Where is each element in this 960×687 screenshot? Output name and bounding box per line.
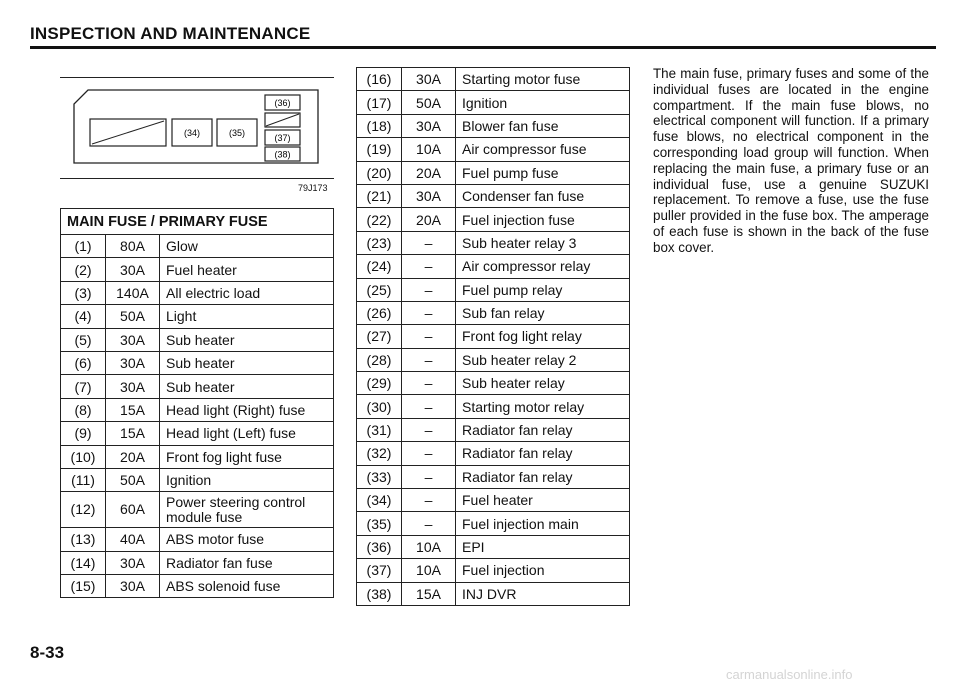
- fuse-amperage-cell: 30A: [106, 328, 160, 351]
- page-header: INSPECTION AND MAINTENANCE: [30, 24, 311, 43]
- fuse-number-cell: (12): [61, 492, 106, 528]
- fuse-number-cell: (29): [357, 372, 402, 395]
- fuse-number-cell: (1): [61, 235, 106, 258]
- fuse-number-cell: (37): [357, 559, 402, 582]
- fuse-description-cell: Fuel pump relay: [456, 278, 630, 301]
- individual-fuse-table: [356, 67, 630, 606]
- table-row: [357, 465, 630, 488]
- fuse-amperage-cell: 30A: [106, 551, 160, 574]
- fuse-amperage-cell: –: [402, 512, 456, 535]
- table-row: [61, 375, 334, 398]
- table-row: [357, 489, 630, 512]
- table-row: [61, 422, 334, 445]
- fuse-number-cell: (23): [357, 231, 402, 254]
- table-row: [61, 305, 334, 328]
- fuse-number-cell: (2): [61, 258, 106, 281]
- table-row: [357, 184, 630, 207]
- fuse-35-label: (35): [228, 128, 246, 138]
- fuse-34-label: (34): [183, 128, 201, 138]
- fuse-38-label: (38): [274, 149, 291, 160]
- fuse-description-cell: Air compressor relay: [456, 255, 630, 278]
- fuse-amperage-cell: 30A: [402, 184, 456, 207]
- fuse-37-label: (37): [274, 133, 291, 143]
- fuse-number-cell: (18): [357, 114, 402, 137]
- fuse-amperage-cell: –: [402, 231, 456, 254]
- fuse-description-cell: EPI: [456, 535, 630, 558]
- fuse-number-cell: (22): [357, 208, 402, 231]
- fuse-number-cell: (9): [61, 422, 106, 445]
- table-row: [61, 398, 334, 421]
- fuse-number-cell: (38): [357, 582, 402, 605]
- table-row: [357, 138, 630, 161]
- fuse-description-cell: Fuel injection: [456, 559, 630, 582]
- fuse-description-cell: Sub heater: [160, 375, 334, 398]
- main-fuse-table: [60, 208, 334, 598]
- table-row: [357, 231, 630, 254]
- fuse-amperage-cell: 50A: [106, 305, 160, 328]
- fuse-description-cell: Front fog light relay: [456, 325, 630, 348]
- fuse-amperage-cell: –: [402, 395, 456, 418]
- fuse-description-cell: Radiator fan relay: [456, 418, 630, 441]
- table-row: [61, 528, 334, 551]
- table-row: [357, 559, 630, 582]
- fuse-description-cell: Head light (Right) fuse: [160, 398, 334, 421]
- fuse-number-cell: (19): [357, 138, 402, 161]
- header-rule: [30, 46, 936, 49]
- fuse-amperage-cell: –: [402, 418, 456, 441]
- fuse-number-cell: (36): [357, 535, 402, 558]
- fuse-amperage-cell: 60A: [106, 492, 160, 528]
- fuse-amperage-cell: 10A: [402, 559, 456, 582]
- table-header-row: [61, 209, 334, 235]
- fuse-box-figure: [60, 77, 334, 179]
- fuse-number-cell: (27): [357, 325, 402, 348]
- fuse-number-cell: (14): [61, 551, 106, 574]
- fuse-number-cell: (28): [357, 348, 402, 371]
- page-number: 8-33: [30, 643, 65, 662]
- fuse-number-cell: (10): [61, 445, 106, 468]
- fuse-number-cell: (21): [357, 184, 402, 207]
- table-row: [61, 445, 334, 468]
- fuse-amperage-cell: –: [402, 372, 456, 395]
- table-row: [357, 418, 630, 441]
- fuse-description-cell: Fuel pump fuse: [456, 161, 630, 184]
- fuse-description-cell: Glow: [160, 235, 334, 258]
- fuse-number-cell: (4): [61, 305, 106, 328]
- fuse-amperage-cell: –: [402, 255, 456, 278]
- fuse-amperage-cell: 30A: [106, 351, 160, 374]
- main-fuse-table-title: MAIN FUSE / PRIMARY FUSE: [61, 209, 334, 235]
- fuse-number-cell: (33): [357, 465, 402, 488]
- fuse-description-cell: Sub heater: [160, 328, 334, 351]
- fuse-number-cell: (11): [61, 468, 106, 491]
- fuse-description-cell: INJ DVR: [456, 582, 630, 605]
- table-row: [357, 512, 630, 535]
- fuse-amperage-cell: 20A: [106, 445, 160, 468]
- fuse-number-cell: (20): [357, 161, 402, 184]
- fuse-amperage-cell: 30A: [402, 114, 456, 137]
- fuse-number-cell: (8): [61, 398, 106, 421]
- fuse-amperage-cell: 15A: [106, 398, 160, 421]
- fuse-amperage-cell: –: [402, 301, 456, 324]
- fuse-amperage-cell: 15A: [402, 582, 456, 605]
- fuse-number-cell: (26): [357, 301, 402, 324]
- fuse-amperage-cell: 30A: [106, 575, 160, 598]
- fuse-description-cell: Power steering control module fuse: [160, 492, 334, 528]
- table-row: [357, 301, 630, 324]
- fuse-amperage-cell: –: [402, 278, 456, 301]
- figure-id: 79J173: [298, 183, 328, 193]
- fuse-amperage-cell: 40A: [106, 528, 160, 551]
- watermark: carmanualsonline.info: [726, 667, 853, 682]
- table-row: [357, 325, 630, 348]
- fuse-description-cell: Radiator fan relay: [456, 465, 630, 488]
- table-row: [61, 281, 334, 304]
- fuse-number-cell: (7): [61, 375, 106, 398]
- table-row: [61, 575, 334, 598]
- table-row: [357, 161, 630, 184]
- fuse-description-cell: Air compressor fuse: [456, 138, 630, 161]
- fuse-description-cell: Fuel injection fuse: [456, 208, 630, 231]
- table-row: [357, 68, 630, 91]
- table-row: [357, 114, 630, 137]
- fuse-amperage-cell: 30A: [106, 258, 160, 281]
- fuse-number-cell: (31): [357, 418, 402, 441]
- fuse-number-cell: (17): [357, 91, 402, 114]
- table-row: [357, 535, 630, 558]
- fuse-number-cell: (5): [61, 328, 106, 351]
- fuse-number-cell: (13): [61, 528, 106, 551]
- table-row: [61, 258, 334, 281]
- fuse-description-cell: Blower fan fuse: [456, 114, 630, 137]
- fuse-description-cell: ABS solenoid fuse: [160, 575, 334, 598]
- fuse-description-cell: Sub fan relay: [456, 301, 630, 324]
- fuse-description-cell: Condenser fan fuse: [456, 184, 630, 207]
- fuse-amperage-cell: 140A: [106, 281, 160, 304]
- fuse-amperage-cell: –: [402, 325, 456, 348]
- fuse-description-cell: Radiator fan fuse: [160, 551, 334, 574]
- table-row: [61, 551, 334, 574]
- fuse-description-cell: Fuel injection main: [456, 512, 630, 535]
- fuse-amperage-cell: 50A: [106, 468, 160, 491]
- fuse-box-diagram: [60, 78, 334, 178]
- fuse-description-cell: Ignition: [456, 91, 630, 114]
- fuse-amperage-cell: 30A: [106, 375, 160, 398]
- fuse-description-cell: Radiator fan relay: [456, 442, 630, 465]
- fuse-description-cell: Sub heater: [160, 351, 334, 374]
- fuse-number-cell: (25): [357, 278, 402, 301]
- table-row: [357, 278, 630, 301]
- fuse-description-cell: Starting motor relay: [456, 395, 630, 418]
- table-row: [61, 351, 334, 374]
- fuse-number-cell: (3): [61, 281, 106, 304]
- table-row: [357, 91, 630, 114]
- fuse-description-cell: All electric load: [160, 281, 334, 304]
- fuse-number-cell: (15): [61, 575, 106, 598]
- fuse-description-cell: Ignition: [160, 468, 334, 491]
- fuse-number-cell: (32): [357, 442, 402, 465]
- fuse-amperage-cell: 50A: [402, 91, 456, 114]
- fuse-number-cell: (30): [357, 395, 402, 418]
- fuse-description-cell: Fuel heater: [160, 258, 334, 281]
- fuse-amperage-cell: 15A: [106, 422, 160, 445]
- fuse-description-cell: Sub heater relay 2: [456, 348, 630, 371]
- table-row: [357, 442, 630, 465]
- fuse-number-cell: (24): [357, 255, 402, 278]
- fuse-number-cell: (6): [61, 351, 106, 374]
- table-row: [61, 235, 334, 258]
- table-row: [61, 328, 334, 351]
- table-row: [357, 395, 630, 418]
- fuse-amperage-cell: 10A: [402, 138, 456, 161]
- table-row: [357, 208, 630, 231]
- table-row: [357, 372, 630, 395]
- fuse-description-cell: ABS motor fuse: [160, 528, 334, 551]
- fuse-number-cell: (34): [357, 489, 402, 512]
- table-row: [61, 468, 334, 491]
- fuse-amperage-cell: –: [402, 442, 456, 465]
- fuse-amperage-cell: 20A: [402, 208, 456, 231]
- fuse-instructions-text: The main fuse, primary fuses and some of the individual fuses are located in the engine compartment. If the main fuse blows, no electrical component will function. If a primary fuse blows, no electrical component in the corresponding load group will function. When replacing the main fuse, a primary fuse or an individual fuse, use a genuine SUZUKI replacement. To remove a fuse, use the fuse puller provided in the fuse box. The amperage of each fuse is shown in the back of the fuse box cover.: [653, 66, 929, 255]
- fuse-description-cell: Fuel heater: [456, 489, 630, 512]
- fuse-amperage-cell: –: [402, 348, 456, 371]
- table-row: [357, 255, 630, 278]
- table-row: [357, 348, 630, 371]
- fuse-amperage-cell: –: [402, 465, 456, 488]
- fuse-description-cell: Head light (Left) fuse: [160, 422, 334, 445]
- table-row: [61, 492, 334, 528]
- table-row: [357, 582, 630, 605]
- fuse-amperage-cell: –: [402, 489, 456, 512]
- fuse-36-label: (36): [274, 98, 291, 108]
- fuse-amperage-cell: 80A: [106, 235, 160, 258]
- fuse-description-cell: Sub heater relay 3: [456, 231, 630, 254]
- fuse-description-cell: Front fog light fuse: [160, 445, 334, 468]
- fuse-description-cell: Light: [160, 305, 334, 328]
- fuse-amperage-cell: 10A: [402, 535, 456, 558]
- fuse-number-cell: (35): [357, 512, 402, 535]
- fuse-number-cell: (16): [357, 68, 402, 91]
- fuse-amperage-cell: 30A: [402, 68, 456, 91]
- fuse-description-cell: Starting motor fuse: [456, 68, 630, 91]
- fuse-amperage-cell: 20A: [402, 161, 456, 184]
- fuse-description-cell: Sub heater relay: [456, 372, 630, 395]
